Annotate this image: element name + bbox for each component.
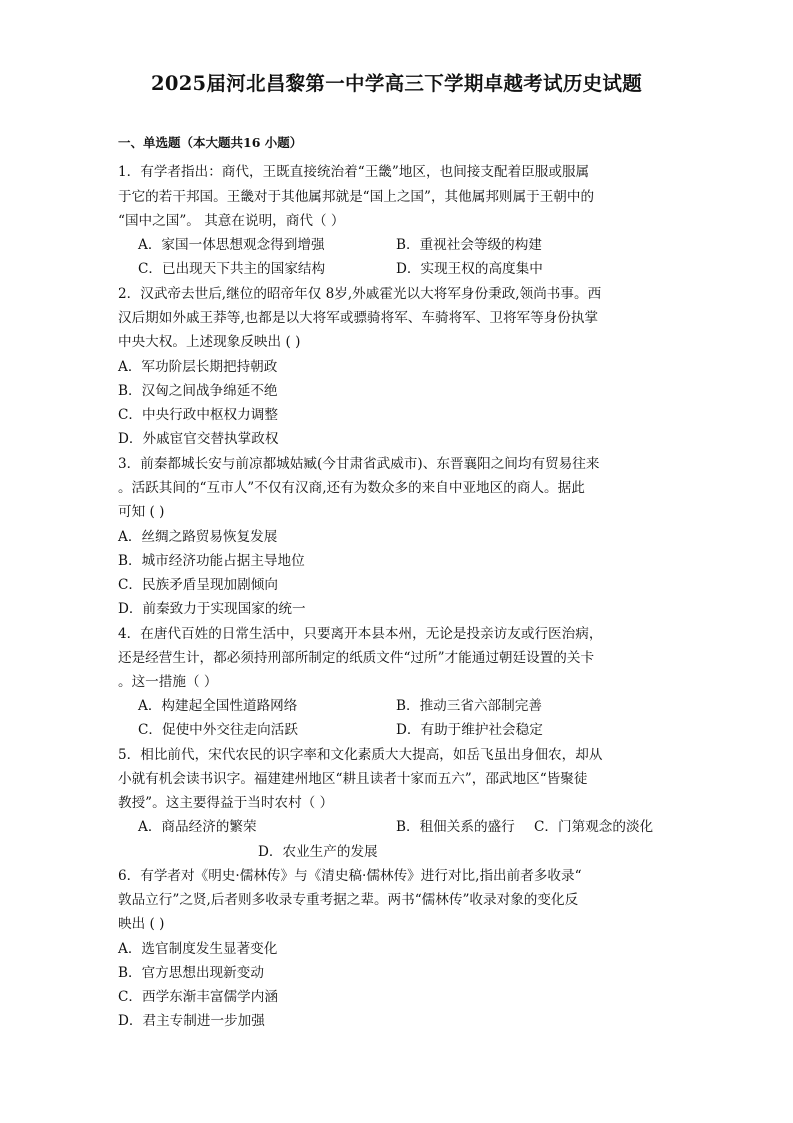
q2-line-3: 中央大权。上述现象反映出 ( ) bbox=[118, 334, 301, 350]
q5-line-3: 教授”。这主要得益于当时农村（ ） bbox=[118, 795, 334, 811]
q5-line-2: 小就有机会读书识字。福建建州地区“耕且读者十家而五六”，邵武地区“皆聚徒 bbox=[118, 771, 588, 787]
q3-option-a[interactable]: A．丝绸之路贸易恢复发展 bbox=[118, 529, 278, 545]
page-title: 2025届河北昌黎第一中学高三下学期卓越考试历史试题 bbox=[150, 72, 643, 95]
q3-option-c[interactable]: C．民族矛盾呈现加剧倾向 bbox=[118, 577, 278, 593]
q3-line-3: 可知 ( ) bbox=[118, 504, 165, 520]
q2-option-d[interactable]: D．外戚宦官交替执掌政权 bbox=[118, 431, 279, 447]
q1-option-c[interactable]: C．已出现天下共主的国家结构 bbox=[138, 261, 326, 277]
q2-option-b[interactable]: B．汉匈之间战争绵延不绝 bbox=[118, 383, 278, 399]
q3-line-2: 。活跃其间的“互市人”不仅有汉商,还有为数众多的来自中亚地区的商人。据此 bbox=[118, 480, 585, 496]
q6-line-1: 6．有学者对《明史·儒林传》与《清史稿·儒林传》进行对比,指出前者多收录“ bbox=[118, 868, 582, 884]
q4-option-d[interactable]: D．有助于维护社会稳定 bbox=[396, 722, 543, 738]
q4-option-b[interactable]: B．推动三省六部制完善 bbox=[396, 698, 542, 714]
q6-option-b[interactable]: B．官方思想出现新变动 bbox=[118, 965, 264, 981]
q3-option-b[interactable]: B．城市经济功能占据主导地位 bbox=[118, 553, 305, 569]
q4-option-a[interactable]: A．构建起全国性道路网络 bbox=[138, 698, 298, 714]
q6-option-c[interactable]: C．西学东渐丰富儒学内涵 bbox=[118, 989, 278, 1005]
q2-line-1: 2．汉武帝去世后,继位的昭帝年仅 8岁,外戚霍光以大将军身份秉政,领尚书事。西 bbox=[118, 286, 602, 302]
q3-line-1: 3．前秦都城长安与前凉都城姑臧(今甘肃省武威市)、东晋襄阳之间均有贸易往来 bbox=[118, 456, 600, 472]
q5-option-d[interactable]: D．农业生产的发展 bbox=[258, 844, 378, 860]
q5-option-b[interactable]: B．租佃关系的盛行 bbox=[396, 819, 515, 835]
q4-line-1: 4．在唐代百姓的日常生活中，只要离开本县本州，无论是投亲访友或行医治病， bbox=[118, 626, 603, 642]
q5-option-c[interactable]: C．门第观念的淡化 bbox=[534, 819, 654, 835]
q2-option-a[interactable]: A．军功阶层长期把持朝政 bbox=[118, 359, 278, 375]
q4-line-3: 。这一措施（ ） bbox=[118, 674, 218, 690]
q1-line-3: “国中之国”。 其意在说明，商代（ ） bbox=[118, 213, 345, 229]
q4-line-2: 还是经营生计，都必须持刑部所制定的纸质文件“过所”才能通过朝廷设置的关卡 bbox=[118, 650, 595, 666]
q1-option-b[interactable]: B．重视社会等级的构建 bbox=[396, 237, 542, 253]
q5-line-1: 5．相比前代，宋代农民的识字率和文化素质大大提高，如岳飞虽出身佃农，却从 bbox=[118, 747, 603, 763]
q4-option-c[interactable]: C．促使中外交往走向活跃 bbox=[138, 722, 298, 738]
q6-line-3: 映出 ( ) bbox=[118, 916, 165, 932]
q1-option-a[interactable]: A．家国一体思想观念得到增强 bbox=[138, 237, 325, 253]
section-heading: 一、单选题（本大题共16 小题） bbox=[118, 135, 303, 150]
q6-option-d[interactable]: D．君主专制进一步加强 bbox=[118, 1013, 265, 1029]
q1-option-d[interactable]: D．实现王权的高度集中 bbox=[396, 261, 543, 277]
q3-option-d[interactable]: D．前秦致力于实现国家的统一 bbox=[118, 601, 306, 617]
q1-line-1: 1．有学者指出：商代，王既直接统治着“王畿”地区，也间接支配着臣服或服属 bbox=[118, 164, 590, 180]
q1-line-2: 于它的若干邦国。王畿对于其他属邦就是“国上之国”，其他属邦则属于王朝中的 bbox=[118, 189, 595, 205]
q5-option-a[interactable]: A．商品经济的繁荣 bbox=[138, 819, 257, 835]
q2-line-2: 汉后期如外戚王莽等,也都是以大将军或骠骑将军、车骑将军、卫将军等身份执掌 bbox=[118, 310, 599, 326]
q6-option-a[interactable]: A．选官制度发生显著变化 bbox=[118, 941, 278, 957]
q6-line-2: 敦品立行”之贤,后者则多收录专重考据之辈。两书“儒林传”收录对象的变化反 bbox=[118, 892, 579, 908]
q2-option-c[interactable]: C．中央行政中枢权力调整 bbox=[118, 407, 278, 423]
